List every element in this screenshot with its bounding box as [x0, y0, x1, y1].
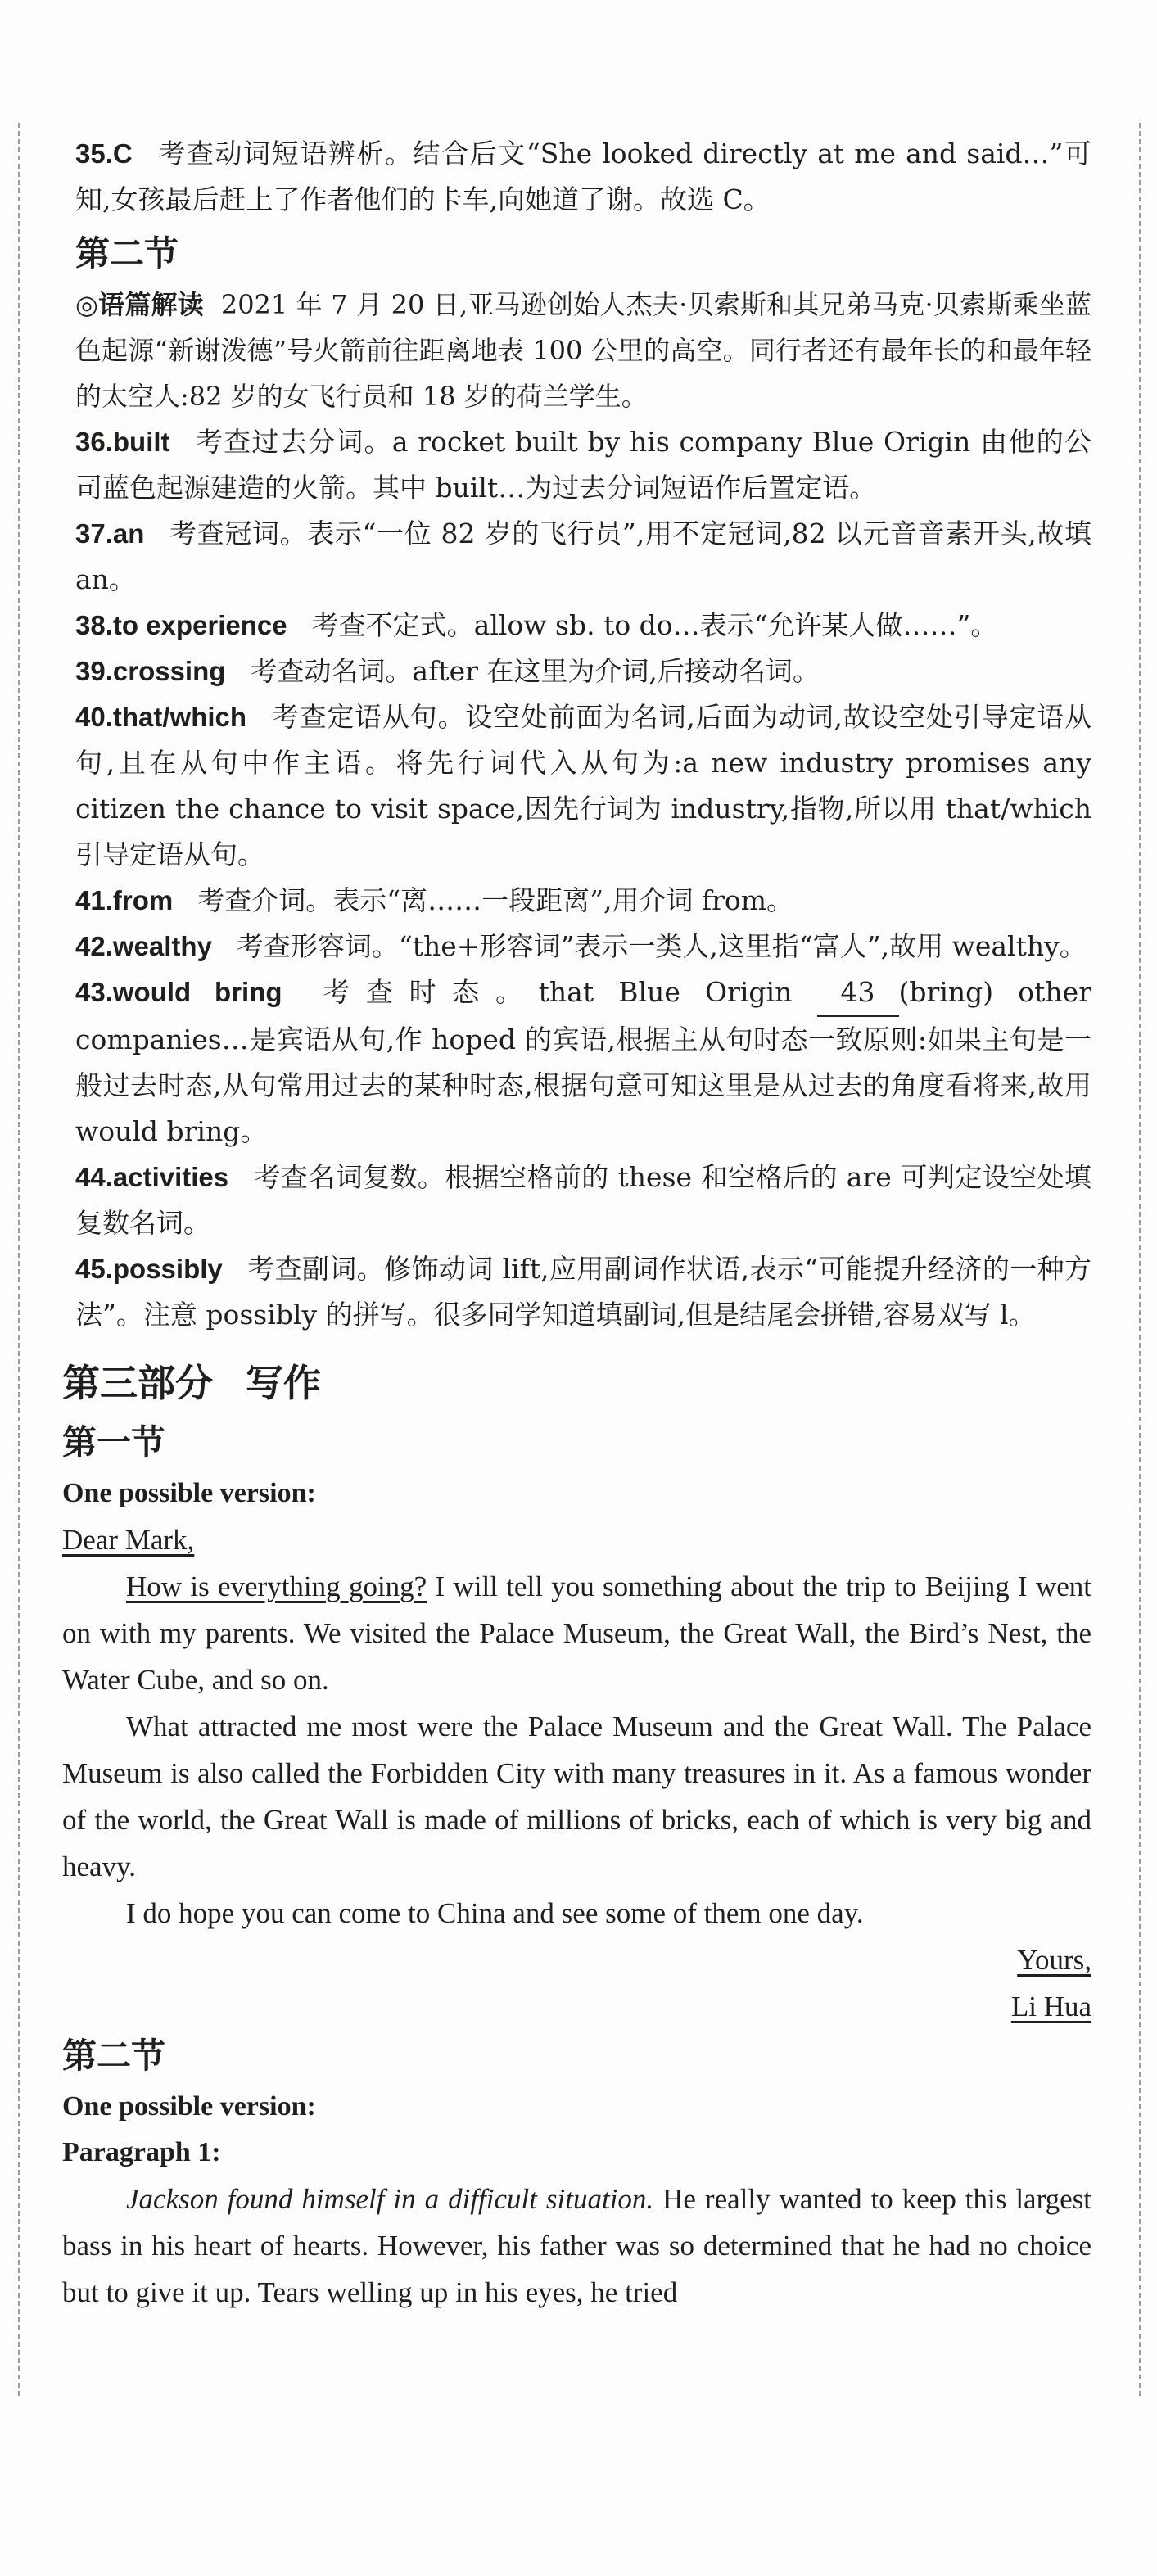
letter-paragraph-2: What attracted me most were the Palace Museum and the Great Wall. The Palace Museum is also called the Forbidden City with many treasures in it. As a famous wonder of the world, the Great Wall is made of millions of bricks, each of which is very big and heavy. [62, 1711, 1091, 1882]
item-number: 41. [75, 885, 113, 915]
summary-tag: ◎语篇解读 [75, 289, 205, 320]
answer-item-39 [75, 649, 1091, 694]
underlined-opening: How is everything going? [126, 1570, 427, 1602]
passage-summary [75, 282, 1091, 419]
item-answer: activities [112, 1162, 229, 1192]
item-answer: from [112, 885, 174, 915]
version-label: One possible version: [62, 1478, 316, 1508]
version-label-2: One possible version: [62, 2091, 316, 2122]
item-number: 40. [75, 702, 113, 732]
paragraph-text: I will tell you something about the trip to Beijing I went on with my parents. We visited the Palace Museum, the Great Wall, the Bird’s Nest, the Water Cube, and so on. [62, 1570, 1091, 1696]
letter-paragraph-3: I do hope you can come to China and see some of them one day. [126, 1897, 864, 1929]
item-explanation: 考查名词复数。根据空格前的 these 和空格后的 are 可判定设空处填复数名词。 [75, 1161, 1091, 1239]
item-number: 44. [75, 1162, 113, 1192]
item-explanation: 考查动名词。after 在这里为介词,后接动名词。 [250, 655, 820, 687]
paragraph-label: Paragraph 1: [62, 2137, 221, 2167]
given-opening-sentence: Jackson found himself in a difficult situation. [126, 2183, 654, 2215]
item-answer: would bring [112, 977, 282, 1007]
part-name: 写作 [246, 1361, 321, 1405]
blank-number: 43 [817, 969, 899, 1017]
item-number: 38. [75, 610, 113, 640]
answer-item-43 [75, 969, 1091, 1155]
answer-item-41 [75, 878, 1091, 924]
item-answer: possibly [112, 1254, 223, 1284]
item-number: 45. [75, 1254, 113, 1284]
answer-item-44 [75, 1155, 1091, 1246]
continuation-text: He really wanted to keep this largest bass in his heart of hearts. However, his father was so determined that he had no choice but to give it up. Tears welling up in his eyes, he tried [62, 2183, 1091, 2308]
salutation: Dear Mark, [62, 1524, 195, 1556]
item-answer: to experience [112, 610, 287, 640]
answer-item-35 [75, 131, 1091, 223]
item-number: 35. [75, 138, 113, 169]
answer-item-38 [75, 603, 1091, 649]
item-answer: that/which [112, 702, 247, 732]
item-explanation-cont: (bring) other companies…是宾语从句,作 hoped 的宾语,根据主从句时态一致原则:如果主句是一般过去时态,从句常用过去的某种时态,根据句意可知这里是从过去的角度看将来,故用 would bring。 [75, 976, 1091, 1147]
answer-item-45 [75, 1246, 1091, 1338]
answer-item-42 [75, 924, 1091, 969]
item-answer: wealthy [112, 931, 212, 961]
section-title-2b: 第二节 [62, 2036, 166, 2076]
item-number: 39. [75, 656, 113, 686]
answer-item-36 [75, 419, 1091, 511]
item-answer: an [112, 518, 145, 549]
item-number: 36. [75, 427, 113, 457]
item-number: 43. [75, 977, 113, 1007]
part-number: 第三部分 [62, 1361, 213, 1405]
answer-list [75, 131, 1091, 1338]
item-explanation: 考查副词。修饰动词 lift,应用副词作状语,表示“可能提升经济的一种方法”。注意 possibly 的拼写。很多同学知道填副词,但是结尾会拼错,容易双写 l。 [75, 1253, 1091, 1331]
item-explanation: 考查不定式。allow sb. to do…表示“允许某人做……”。 [311, 609, 998, 641]
left-margin-line [18, 123, 20, 2396]
signature: Li Hua [1010, 1991, 1091, 2022]
item-number: 37. [75, 518, 113, 549]
summary-text: 2021 年 7 月 20 日,亚马逊创始人杰夫·贝索斯和其兄弟马克·贝索斯乘坐蓝色起源“新谢泼德”号火箭前往距离地表 100 公里的高空。同行者还有最年长的和最年轻的太空人:82 岁的女飞行员和 18 岁的荷兰学生。 [75, 289, 1091, 412]
item-explanation: 考查动词短语辨析。结合后文“She looked directly at me and said…”可知,女孩最后赶上了作者他们的卡车,向她道了谢。故选 C。 [75, 138, 1091, 215]
item-explanation: 考查形容词。“the+形容词”表示一类人,这里指“富人”,故用 wealthy。 [236, 930, 1087, 962]
closing: Yours, [1017, 1944, 1091, 1976]
item-answer: built [112, 427, 170, 457]
answer-item-37 [75, 511, 1091, 603]
item-answer: crossing [112, 656, 226, 686]
right-margin-line [1139, 123, 1141, 2396]
answer-item-40 [75, 694, 1091, 878]
sample-letter [62, 1516, 1091, 2030]
section-title-2: 第二节 [75, 233, 179, 273]
item-answer: C [112, 138, 133, 169]
letter-paragraph-1 [62, 1563, 1091, 1703]
item-explanation: 考查时态。that Blue Origin [306, 976, 793, 1008]
item-explanation: 考查介词。表示“离……一段距离”,用介词 from。 [197, 884, 794, 916]
item-explanation: 考查冠词。表示“一位 82 岁的飞行员”,用不定冠词,82 以元音音素开头,故填 an。 [75, 517, 1091, 595]
item-explanation: 考查过去分词。a rocket built by his company Blue Origin 由他的公司蓝色起源建造的火箭。其中 built…为过去分词短语作后置定语。 [75, 426, 1091, 504]
part-title-3 [62, 1354, 1091, 1412]
item-number: 42. [75, 931, 113, 961]
section-title-1: 第一节 [62, 1422, 166, 1462]
sample-continuation [62, 2176, 1091, 2316]
item-explanation: 考查定语从句。设空处前面为名词,后面为动词,故设空处引导定语从句,且在从句中作主语。将先行词代入从句为:a new industry promises any citizen the chance to visit space,因先行词为 industry,指物,所以用 that/which 引导定语从句。 [75, 701, 1091, 870]
